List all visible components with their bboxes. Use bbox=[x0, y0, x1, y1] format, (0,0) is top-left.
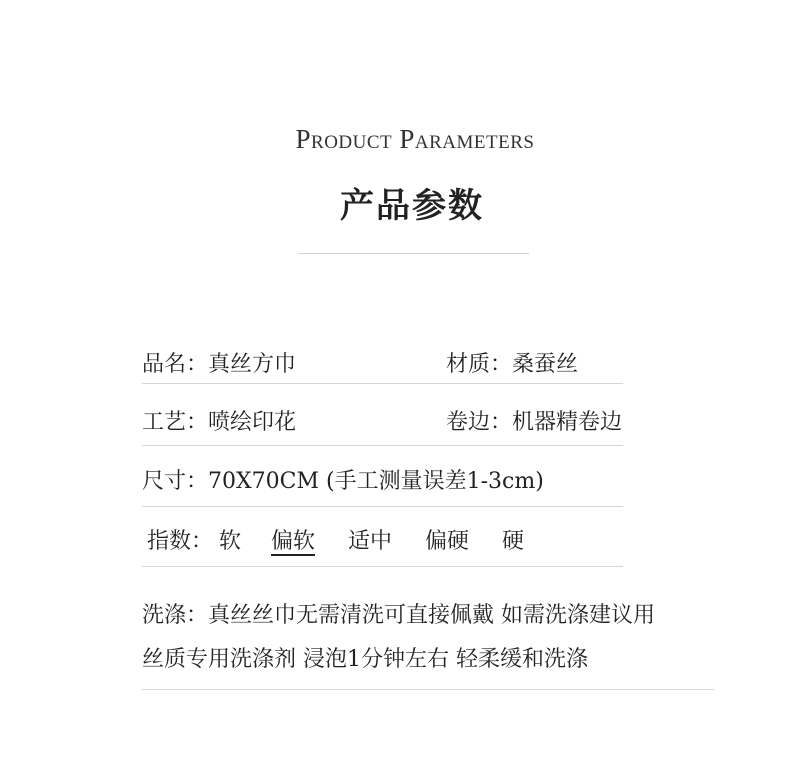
size-value: 70X70CM (手工测量误差1-3cm) bbox=[208, 469, 544, 494]
title-english: Product Parameters bbox=[295, 124, 535, 154]
title-chinese: 产品参数 bbox=[340, 186, 484, 226]
param-row-name bbox=[142, 347, 296, 378]
edge-value: 机器精卷边 bbox=[512, 410, 623, 435]
craft-label: 工艺： bbox=[142, 410, 209, 435]
material-value: 桑蚕丝 bbox=[512, 352, 579, 377]
edge-label: 卷边： bbox=[446, 410, 513, 435]
care-label: 洗涤： bbox=[142, 603, 209, 628]
index-option-hard: 硬 bbox=[502, 529, 525, 554]
row-divider bbox=[142, 689, 714, 690]
name-label: 品名： bbox=[142, 352, 209, 377]
index-option-slightly-soft: 偏软 bbox=[271, 529, 316, 554]
param-row-material bbox=[446, 347, 578, 378]
row-divider bbox=[142, 445, 623, 446]
row-divider bbox=[142, 566, 623, 567]
index-option-soft: 软 bbox=[219, 529, 242, 554]
name-value: 真丝方巾 bbox=[208, 352, 297, 377]
care-text-2: 丝质专用洗涤剂 浸泡1分钟左右 轻柔缓和洗涤 bbox=[142, 647, 588, 672]
param-row-edge bbox=[446, 405, 622, 436]
index-label: 指数： bbox=[147, 529, 214, 554]
param-row-craft bbox=[142, 405, 296, 436]
care-text-1: 真丝丝巾无需清洗可直接佩戴 如需洗涤建议用 bbox=[208, 603, 656, 628]
title-divider bbox=[298, 253, 529, 254]
care-line-1 bbox=[142, 598, 655, 629]
index-option-medium: 适中 bbox=[348, 529, 393, 554]
material-label: 材质： bbox=[446, 352, 513, 377]
craft-value: 喷绘印花 bbox=[208, 410, 297, 435]
param-row-size bbox=[142, 464, 544, 495]
care-line-2 bbox=[142, 642, 588, 673]
index-option-slightly-hard: 偏硬 bbox=[425, 529, 470, 554]
row-divider bbox=[142, 506, 623, 507]
row-divider bbox=[142, 383, 623, 384]
size-label: 尺寸： bbox=[142, 469, 209, 494]
